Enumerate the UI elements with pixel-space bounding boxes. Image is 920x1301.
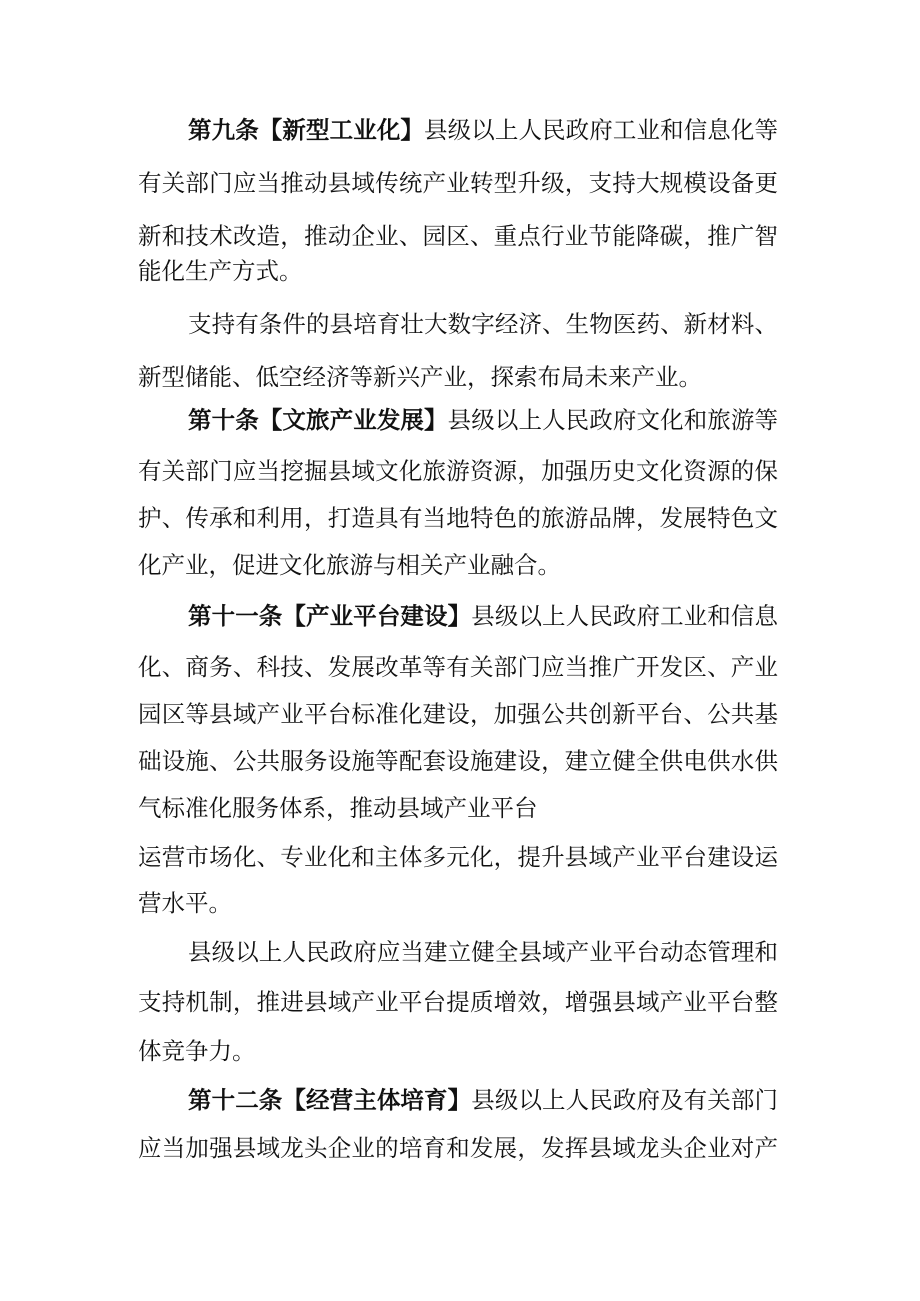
article-11-paragraph-2-line: 县级以上人民政府应当建立健全县域产业平台动态管理和 [188, 938, 778, 966]
article-11-paragraph-2-line: 支持机制，推进县域产业平台提质增效，增强县域产业平台整 [138, 988, 778, 1016]
article-11-line: 营水平。 [138, 889, 232, 917]
article-10-line: 化产业，促进文化旅游与相关产业融合。 [138, 551, 561, 579]
article-12-heading: 第十二条【经营主体培育】 [188, 1086, 472, 1114]
article-9-text: 县级以上人民政府工业和信息化等 [424, 116, 778, 144]
article-9-line: 有关部门应当推动县域传统产业转型升级，支持大规模设备更 [138, 169, 778, 197]
article-10-text: 县级以上人民政府文化和旅游等 [447, 406, 778, 434]
article-10-heading: 第十条【文旅产业发展】 [188, 406, 448, 434]
article-11-line: 园区等县域产业平台标准化建设，加强公共创新平台、公共基 [138, 700, 778, 728]
article-12-line: 应当加强县域龙头企业的培育和发展，发挥县域龙头企业对产 [138, 1134, 778, 1162]
article-9-line: 能化生产方式。 [138, 257, 303, 285]
article-10-line: 护、传承和利用，打造具有当地特色的旅游品牌，发展特色文 [138, 504, 778, 532]
article-9-paragraph-2-line: 支持有条件的县培育壮大数字经济、生物医药、新材料、 [188, 310, 778, 338]
article-11-text: 县级以上人民政府工业和信息 [471, 602, 778, 630]
article-9-heading: 第九条【新型工业化】 [188, 116, 425, 144]
article-11-heading: 第十一条【产业平台建设】 [188, 602, 472, 630]
article-12-text: 县级以上人民政府及有关部门 [471, 1086, 778, 1114]
article-9-paragraph-2-line: 新型储能、低空经济等新兴产业，探索布局未来产业。 [138, 363, 702, 391]
article-9-line: 新和技术改造，推动企业、园区、重点行业节能降碳，推广智 [138, 222, 778, 250]
article-10-first-line [188, 400, 778, 440]
article-11-line: 运营市场化、专业化和主体多元化，提升县域产业平台建设运 [138, 843, 778, 871]
article-11-line: 气标准化服务体系，推动县域产业平台 [138, 794, 538, 822]
article-11-paragraph-2-line: 体竞争力。 [138, 1037, 256, 1065]
article-9-first-line [188, 110, 778, 150]
article-11-first-line [188, 596, 778, 636]
article-11-line: 础设施、公共服务设施等配套设施建设，建立健全供电供水供 [138, 747, 778, 775]
article-11-line: 化、商务、科技、发展改革等有关部门应当推广开发区、产业 [138, 653, 778, 681]
article-10-line: 有关部门应当挖掘县域文化旅游资源，加强历史文化资源的保 [138, 457, 778, 485]
article-12-first-line [188, 1080, 778, 1120]
